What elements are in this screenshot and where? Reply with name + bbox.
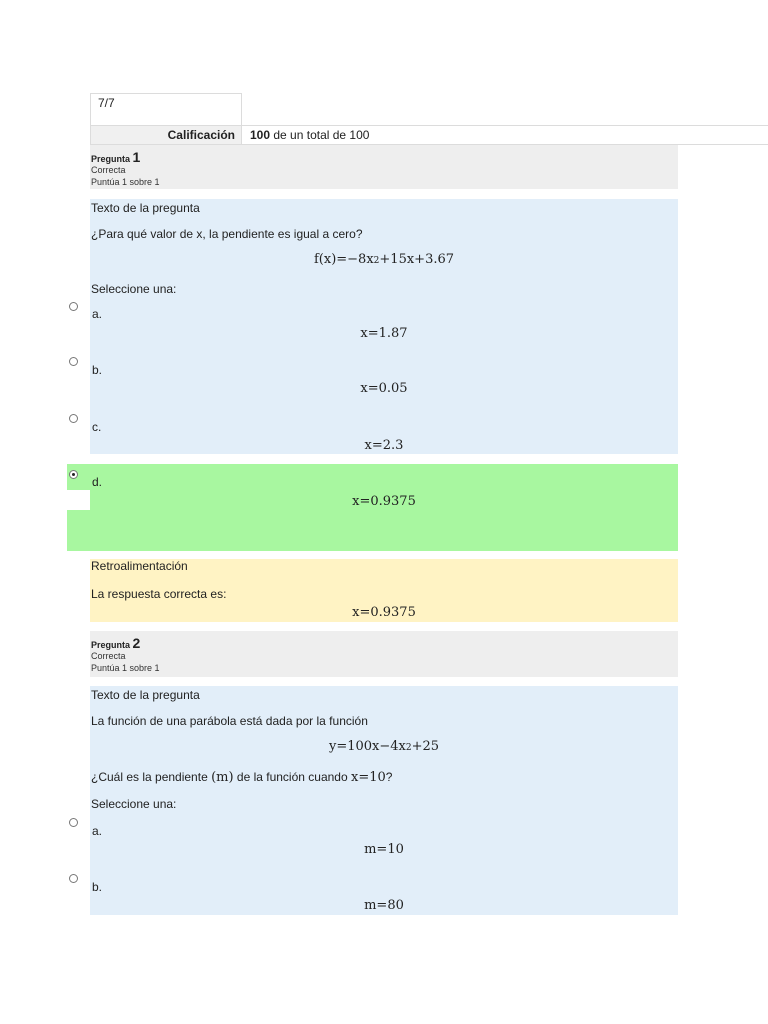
question-1-score: Puntúa 1 sobre 1 [91,177,160,187]
q2-option-a-letter: a. [92,824,103,838]
correct-answer-value: x=0.9375 [352,605,416,620]
option-gutter [67,377,90,399]
option-c-value[interactable]: x=2.3 [364,438,404,453]
question-number: 1 [132,149,141,165]
q2-option-b-value[interactable]: m=80 [364,898,404,913]
option-gutter [67,838,90,860]
q2-option-a-radio[interactable] [69,818,78,827]
option-d-radio[interactable] [69,470,78,479]
formula-right: +25 [411,739,440,754]
question-2-prompt: La función de una parábola está dada por la función [91,714,368,728]
grade-value-rest: de un total de 100 [270,128,370,142]
grade-label: Calificación [167,128,235,142]
option-c-letter: c. [92,420,102,434]
summary-steps-cell [90,93,242,126]
option-c-radio[interactable] [69,414,78,423]
formula-right: +15x+3.67 [379,252,455,267]
q2-option-b-radio[interactable] [69,874,78,883]
question-2-select-label: Seleccione una: [91,797,177,811]
question-part: de la función cuando [233,770,351,784]
question-1-number [91,149,140,165]
steps-value: 7/7 [98,96,115,110]
question-2-question [91,770,392,785]
option-d-letter: d. [92,475,103,489]
question-math-m: (m) [211,770,234,785]
question-1-prompt: ¿Para qué valor de x, la pendiente es igual a cero? [91,227,363,241]
option-gutter [67,893,90,915]
feedback-label: Retroalimentación [91,559,188,573]
question-2-text-label: Texto de la pregunta [91,688,200,702]
option-d-value[interactable]: x=0.9375 [352,494,416,509]
grade-value [250,128,369,142]
question-number: 2 [132,635,141,651]
question-1-text-label: Texto de la pregunta [91,201,200,215]
formula-left: f(x)=−8x [313,252,374,267]
option-b-radio[interactable] [69,357,78,366]
grade-label-cell [90,125,242,145]
question-2-info [90,631,678,677]
question-2-number [91,635,140,651]
q2-option-b-letter: b. [92,880,103,894]
q2-option-a-value[interactable]: m=10 [364,842,404,857]
option-b-value[interactable]: x=0.05 [360,381,408,396]
question-2-score: Puntúa 1 sobre 1 [91,663,160,673]
grade-value-bold: 100 [250,128,271,142]
question-1-select-label: Seleccione una: [91,282,177,296]
option-gutter [67,433,90,454]
option-b-letter: b. [92,363,103,377]
question-1-info [90,145,678,189]
option-gutter [67,321,90,343]
question-1-status: Correcta [91,165,126,175]
question-prefix: Pregunta [91,640,131,650]
question-part: ? [385,770,393,784]
question-part: ¿Cuál es la pendiente [91,770,212,784]
question-1-formula [90,252,678,267]
option-a-value[interactable]: x=1.87 [360,326,408,341]
option-gutter [67,490,90,510]
option-a-radio[interactable] [69,302,78,311]
question-math-x: x=10 [350,770,386,785]
question-2-formula [90,739,678,754]
grade-value-cell [241,125,768,145]
option-a-letter: a. [92,307,103,321]
question-prefix: Pregunta [91,154,131,164]
formula-sup: 2 [405,743,412,753]
question-2-status: Correcta [91,651,126,661]
correct-answer-label: La respuesta correcta es: [91,587,227,601]
formula-sup: 2 [373,256,380,266]
formula-left: y=100x−4x [328,739,406,754]
